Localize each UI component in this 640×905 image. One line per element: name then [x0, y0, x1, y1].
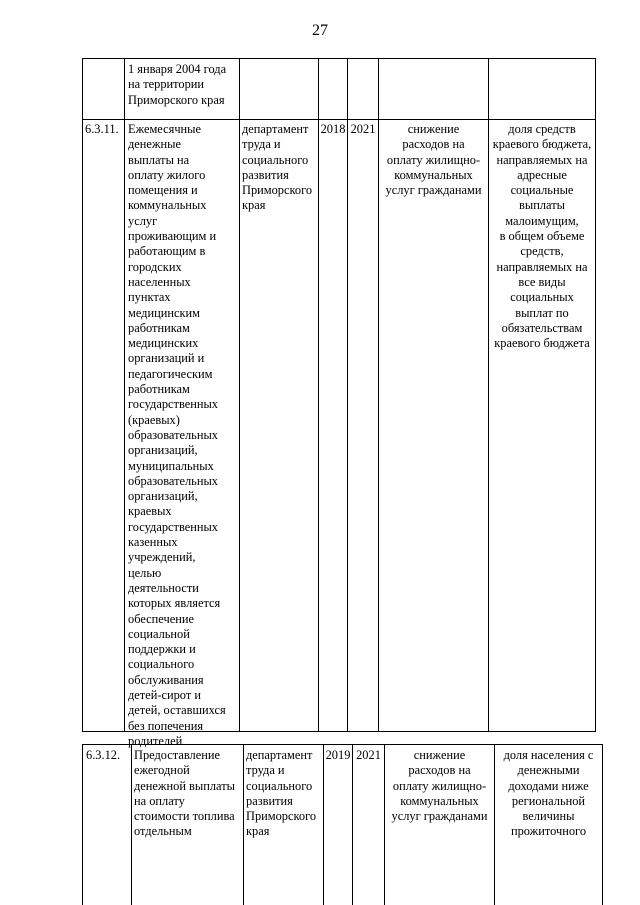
col-divider-8b	[602, 744, 603, 905]
row-2-indicator: доля населения с денежными доходами ниже региональной величины прожиточного	[503, 748, 594, 839]
row-1-end-year: 2021	[350, 122, 376, 136]
col-divider-1	[82, 58, 83, 732]
col-divider-2b	[131, 744, 132, 905]
col-divider-3	[239, 58, 240, 732]
page-number: 27	[312, 22, 328, 39]
row-1-executor: департамент труда и социального развития Приморского края	[242, 122, 313, 213]
row-2-activity-name: Предоставление ежегодной денежной выплаты на оплату стоимости топлива отдельным	[134, 748, 235, 839]
row-1-activity-name: Ежемесячные денежные выплаты на оплату жилого помещения и коммунальных услуг проживающим и работающим в городских населенных пунктах медицинским работникам медицинских организаций и педагогическим работникам государственных (краевых) образовательных организаций, муниципальных образовательных организаций, краевых государственных казенных учреждений, целью деятельности которых является обеспечение социальной поддержки и социального обслуживания детей-сирот и детей, оставшихся без попечения родителей	[128, 122, 226, 748]
col-divider-8	[595, 58, 596, 732]
row-0-activity-name: 1 января 2004 года на территории Приморского края	[128, 62, 227, 107]
row-separator	[82, 119, 596, 120]
row-1-start-year: 2018	[320, 122, 346, 136]
row-1-expected-result: снижение расходов на оплату жилищно- коммунальных услуг гражданами	[385, 122, 482, 198]
row-2-number: 6.3.12.	[86, 748, 121, 762]
col-divider-3b	[243, 744, 244, 905]
row-2-expected-result: снижение расходов на оплату жилищно- коммунальных услуг гражданами	[391, 748, 488, 824]
col-divider-4	[318, 58, 319, 732]
col-divider-5b	[352, 744, 353, 905]
row-1-indicator: доля средств краевого бюджета, направляемых на адресные социальные выплаты малоимущим, в общем объеме средств, направляемых на все виды социальных выплат по обязательствам краевого бюджета	[492, 122, 592, 351]
row-2-end-year: 2021	[356, 748, 381, 762]
col-divider-6b	[384, 744, 385, 905]
row-2-executor: департамент труда и социального развития Приморского края	[246, 748, 317, 839]
col-divider-4b	[323, 744, 324, 905]
col-divider-5	[347, 58, 348, 732]
row-1-number: 6.3.11.	[85, 122, 119, 136]
col-divider-1b	[82, 744, 83, 905]
col-divider-2	[124, 58, 125, 732]
table-top-border	[82, 58, 596, 59]
row-2-start-year: 2019	[325, 748, 351, 762]
col-divider-6	[378, 58, 379, 732]
